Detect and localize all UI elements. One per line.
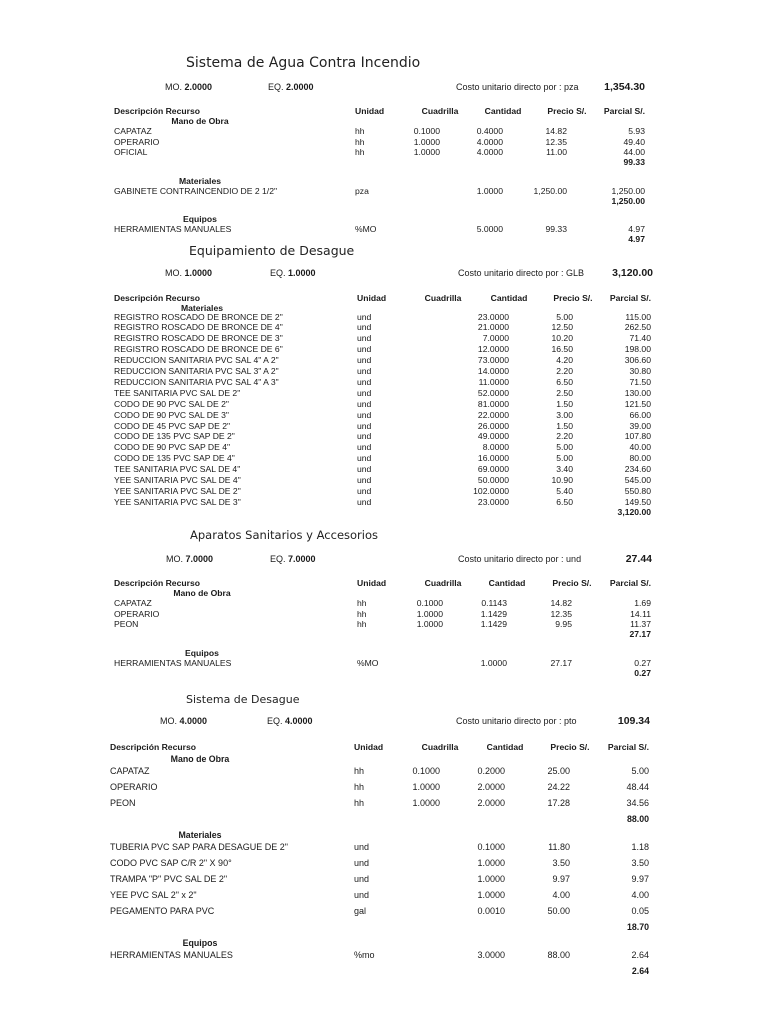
- cell-parcial: 5.00: [631, 766, 649, 776]
- eq-field: [270, 554, 316, 564]
- column-header: Cantidad: [490, 293, 528, 303]
- section-title: Sistema de Desague: [186, 693, 300, 706]
- cell-description: HERRAMIENTAS MANUALES: [110, 950, 233, 960]
- group-heading: Equipos: [183, 214, 217, 224]
- cell-unit: und: [357, 409, 372, 420]
- cell-description: YEE SANITARIA PVC SAL DE 4": [114, 475, 241, 485]
- mo-field: [166, 554, 213, 564]
- mo-field: [165, 82, 212, 92]
- cell-cantidad: 52.0000: [477, 387, 509, 398]
- cell-precio: 16.50: [551, 344, 573, 355]
- cell-cuadrilla: 0.1000: [412, 766, 440, 776]
- cell-parcial: 9.97: [631, 874, 649, 884]
- cell-unit: und: [357, 475, 372, 485]
- column-header: Cuadrilla: [424, 578, 462, 588]
- cell-description: REDUCCION SANITARIA PVC SAL 4" A 2": [114, 355, 279, 366]
- cell-cantidad: 0.2000: [477, 766, 505, 776]
- eq-label: EQ.: [268, 82, 284, 92]
- cell-precio: 1.50: [556, 420, 573, 431]
- cell-description: REGISTRO ROSCADO DE BRONCE DE 4": [114, 322, 283, 333]
- cell-cantidad: 1.0000: [477, 858, 505, 868]
- cell-description: YEE SANITARIA PVC SAL DE 2": [114, 485, 241, 496]
- cell-parcial: 5.93: [628, 126, 645, 136]
- cell-unit: hh: [354, 782, 365, 792]
- cell-precio: 1,250.00: [533, 185, 567, 196]
- cell-cantidad: 22.0000: [477, 409, 509, 420]
- cell-cantidad: 23.0000: [477, 311, 509, 322]
- cell-cantidad: 69.0000: [477, 464, 509, 475]
- cell-description: REGISTRO ROSCADO DE BRONCE DE 3": [114, 333, 283, 344]
- group-subtotal: 3,120.00: [617, 507, 651, 518]
- cell-cantidad: 81.0000: [477, 398, 509, 409]
- cell-unit: hh: [357, 598, 367, 608]
- cell-unit: %MO: [355, 224, 377, 234]
- cell-cantidad: 11.0000: [478, 376, 509, 387]
- cell-description: TEE SANITARIA PVC SAL DE 4": [114, 464, 241, 475]
- column-header: Parcial S/.: [609, 578, 651, 588]
- cell-cantidad: 7.0000: [482, 333, 509, 344]
- cell-description: TRAMPA "P" PVC SAL DE 2": [110, 874, 228, 884]
- group-heading: Materiales: [178, 830, 222, 840]
- cell-description: CODO DE 90 PVC SAP DE 4": [114, 442, 231, 453]
- column-header: Unidad: [354, 742, 384, 752]
- cell-parcial: 11.37: [630, 619, 651, 629]
- cell-parcial: 66.00: [629, 409, 651, 420]
- cell-parcial: 0.27: [634, 657, 651, 668]
- column-header: Cuadrilla: [421, 742, 459, 752]
- cell-description: OPERARIO: [110, 782, 158, 792]
- group-heading: Materiales: [180, 303, 224, 313]
- cell-unit: %mo: [354, 950, 375, 960]
- cell-description: OFICIAL: [114, 147, 148, 157]
- eq-field: [267, 716, 313, 726]
- section-title: Equipamiento de Desague: [189, 243, 355, 258]
- cell-unit: und: [357, 431, 372, 442]
- cell-cuadrilla: 1.0000: [413, 147, 440, 157]
- cell-cuadrilla: 1.0000: [412, 798, 440, 808]
- group-subtotal: 0.27: [634, 667, 651, 678]
- group-heading: Equipos: [182, 938, 218, 948]
- cell-unit: und: [357, 496, 372, 507]
- mo-label: MO.: [165, 82, 182, 92]
- cell-description: OPERARIO: [114, 136, 160, 147]
- cell-parcial: 107.80: [624, 431, 651, 442]
- mo-label: MO.: [160, 716, 177, 726]
- cell-cuadrilla: 0.1000: [413, 126, 440, 136]
- cell-unit: und: [357, 420, 372, 431]
- cell-parcial: 545.00: [624, 475, 651, 485]
- cell-cantidad: 5.0000: [476, 224, 503, 234]
- cell-precio: 4.00: [552, 890, 570, 900]
- cell-precio: 1.50: [556, 398, 573, 409]
- cell-parcial: 306.60: [624, 355, 651, 366]
- eq-value: 2.0000: [286, 82, 314, 92]
- cell-unit: und: [357, 344, 372, 355]
- cell-cuadrilla: 1.0000: [416, 608, 443, 619]
- cell-description: CODO DE 135 PVC SAP DE 2": [114, 431, 235, 442]
- cell-precio: 2.20: [556, 366, 573, 376]
- cell-parcial: 34.56: [626, 798, 649, 808]
- cell-cuadrilla: 0.1000: [416, 598, 443, 608]
- cell-precio: 5.40: [556, 485, 573, 496]
- cell-parcial: 71.40: [629, 333, 651, 344]
- cell-parcial: 4.97: [628, 224, 645, 234]
- cell-precio: 6.50: [556, 376, 573, 387]
- cell-parcial: 14.11: [630, 608, 651, 619]
- cell-precio: 5.00: [556, 453, 573, 464]
- column-header: Unidad: [357, 578, 387, 588]
- column-header: Parcial S/.: [603, 106, 645, 116]
- cell-description: OPERARIO: [114, 608, 160, 619]
- cell-cantidad: 0.4000: [476, 126, 503, 136]
- cell-parcial: 198.00: [624, 344, 651, 355]
- unit-cost-label: Costo unitario directo por : und: [458, 554, 582, 564]
- cell-unit: hh: [354, 798, 365, 808]
- group-subtotal: 27.17: [629, 629, 651, 639]
- cell-parcial: 234.60: [624, 464, 651, 475]
- column-header: Descripción Recurso: [110, 742, 196, 752]
- unit-cost-value: 109.34: [617, 715, 650, 727]
- column-header: Cantidad: [488, 578, 526, 588]
- cell-cantidad: 2.0000: [477, 782, 505, 792]
- group-heading: Mano de Obra: [173, 588, 231, 598]
- cell-precio: 14.82: [545, 126, 567, 136]
- cell-precio: 3.00: [556, 409, 573, 420]
- cell-unit: und: [357, 485, 372, 496]
- mo-value: 7.0000: [185, 554, 214, 564]
- cell-cantidad: 14.0000: [477, 366, 509, 376]
- cell-parcial: 1.69: [634, 598, 651, 608]
- cell-description: GABINETE CONTRAINCENDIO DE 2 1/2": [114, 185, 278, 196]
- cell-cuadrilla: 1.0000: [413, 136, 440, 147]
- cell-description: REGISTRO ROSCADO DE BRONCE DE 2": [114, 311, 283, 322]
- group-subtotal: 88.00: [626, 813, 649, 824]
- cell-cantidad: 2.0000: [477, 798, 505, 808]
- cell-precio: 50.00: [547, 906, 570, 916]
- cell-precio: 11.00: [546, 147, 567, 157]
- unit-cost-label: Costo unitario directo por : GLB: [458, 268, 585, 278]
- eq-label: EQ.: [267, 716, 283, 726]
- column-header: Descripción Recurso: [114, 293, 200, 303]
- cell-description: CODO DE 90 PVC SAL DE 2": [114, 398, 229, 409]
- cell-description: CAPATAZ: [110, 766, 150, 776]
- cell-precio: 2.50: [556, 387, 573, 398]
- group-subtotal: 18.70: [626, 921, 649, 932]
- cell-unit: und: [357, 398, 372, 409]
- cell-unit: und: [357, 355, 372, 366]
- cell-parcial: 3.50: [631, 858, 649, 868]
- cell-cantidad: 16.0000: [477, 453, 509, 464]
- cell-unit: hh: [357, 608, 367, 619]
- eq-value: 4.0000: [285, 716, 313, 726]
- cell-parcial: 130.00: [624, 387, 651, 398]
- cell-precio: 88.00: [547, 950, 570, 960]
- cell-precio: 9.95: [555, 619, 572, 629]
- mo-value: 2.0000: [184, 82, 213, 92]
- column-header: Precio S/.: [552, 578, 592, 588]
- cell-precio: 5.00: [556, 311, 573, 322]
- cell-parcial: 149.50: [624, 496, 651, 507]
- cell-cantidad: 4.0000: [476, 136, 503, 147]
- cell-precio: 12.35: [550, 608, 572, 619]
- column-header: Cantidad: [486, 742, 524, 752]
- cell-description: PEGAMENTO PARA PVC: [110, 906, 215, 916]
- cell-unit: und: [354, 858, 370, 868]
- cell-parcial: 44.00: [623, 147, 645, 157]
- cell-description: REGISTRO ROSCADO DE BRONCE DE 6": [114, 344, 283, 355]
- cell-unit: und: [357, 387, 372, 398]
- cell-precio: 27.17: [550, 657, 572, 668]
- column-header: Cuadrilla: [421, 106, 459, 116]
- cell-precio: 5.00: [556, 442, 573, 453]
- group-subtotal: 2.64: [631, 965, 649, 976]
- mo-label: MO.: [166, 554, 183, 564]
- cell-unit: und: [357, 464, 372, 475]
- unit-cost-value: 1,354.30: [604, 81, 645, 93]
- column-header: Precio S/.: [553, 293, 593, 303]
- cell-description: PEON: [110, 798, 136, 808]
- cell-parcial: 262.50: [624, 322, 651, 333]
- cell-description: CODO DE 90 PVC SAL DE 3": [114, 409, 229, 420]
- column-header: Cuadrilla: [424, 293, 462, 303]
- cell-description: CAPATAZ: [114, 126, 152, 136]
- eq-label: EQ.: [270, 554, 286, 564]
- cell-cuadrilla: 1.0000: [412, 782, 440, 792]
- eq-value: 1.0000: [288, 268, 316, 278]
- mo-value: 4.0000: [179, 716, 208, 726]
- unit-cost-value: 27.44: [625, 553, 652, 565]
- cell-cantidad: 1.1429: [480, 608, 507, 619]
- cell-cantidad: 50.0000: [477, 475, 509, 485]
- cell-cantidad: 73.0000: [477, 355, 509, 366]
- column-header: Parcial S/.: [607, 742, 649, 752]
- group-heading: Mano de Obra: [171, 116, 229, 126]
- column-header: Unidad: [355, 106, 385, 116]
- cell-cantidad: 1.0000: [480, 657, 507, 668]
- eq-field: [268, 82, 314, 92]
- cell-cantidad: 12.0000: [477, 344, 509, 355]
- group-heading: Materiales: [178, 175, 222, 186]
- group-subtotal: 4.97: [628, 234, 645, 244]
- cell-description: REDUCCION SANITARIA PVC SAL 4" A 3": [114, 376, 279, 387]
- cell-description: CAPATAZ: [114, 598, 152, 608]
- cell-precio: 4.20: [556, 355, 573, 366]
- cell-parcial: 121.50: [624, 398, 651, 409]
- cell-precio: 14.82: [550, 598, 572, 608]
- mo-field: [160, 716, 207, 726]
- cell-unit: gal: [354, 906, 367, 916]
- cell-precio: 11.80: [548, 842, 570, 852]
- cell-parcial: 49.40: [623, 136, 645, 147]
- cell-parcial: 40.00: [629, 442, 651, 453]
- cell-parcial: 80.00: [629, 453, 651, 464]
- cell-unit: und: [354, 842, 370, 852]
- cell-parcial: 0.05: [631, 906, 649, 916]
- cell-cantidad: 49.0000: [477, 431, 509, 442]
- eq-value: 7.0000: [288, 554, 316, 564]
- cell-unit: und: [357, 453, 372, 464]
- cell-unit: und: [357, 311, 372, 322]
- cell-description: CODO PVC SAP C/R 2" X 90°: [110, 858, 232, 868]
- cell-description: HERRAMIENTAS MANUALES: [114, 224, 232, 234]
- cell-precio: 9.97: [552, 874, 570, 884]
- cell-description: YEE PVC SAL 2" x 2": [110, 890, 197, 900]
- cell-precio: 99.33: [545, 224, 567, 234]
- cell-parcial: 1,250.00: [611, 185, 645, 196]
- cell-cantidad: 26.0000: [477, 420, 509, 431]
- cell-parcial: 48.44: [626, 782, 649, 792]
- group-subtotal: 99.33: [623, 157, 645, 167]
- cell-precio: 24.22: [547, 782, 570, 792]
- cell-precio: 3.40: [556, 464, 573, 475]
- section-title: Sistema de Agua Contra Incendio: [186, 55, 421, 71]
- group-subtotal: 1,250.00: [611, 195, 645, 206]
- cell-parcial: 550.80: [624, 485, 651, 496]
- cell-cantidad: 0.1000: [477, 842, 505, 852]
- cell-unit: und: [357, 366, 372, 376]
- cell-precio: 17.28: [547, 798, 570, 808]
- cell-unit: hh: [357, 619, 367, 629]
- cell-precio: 12.35: [545, 136, 567, 147]
- cell-description: PEON: [114, 619, 139, 629]
- cell-precio: 2.20: [556, 431, 573, 442]
- cell-unit: hh: [355, 136, 365, 147]
- column-header: Cantidad: [484, 106, 522, 116]
- cell-unit: und: [357, 376, 372, 387]
- mo-field: [165, 268, 212, 278]
- cell-cantidad: 21.0000: [477, 322, 509, 333]
- cell-cantidad: 1.0000: [477, 874, 505, 884]
- cell-parcial: 71.50: [629, 376, 651, 387]
- cell-precio: 25.00: [547, 766, 570, 776]
- eq-label: EQ.: [270, 268, 286, 278]
- unit-cost-label: Costo unitario directo por : pto: [456, 716, 577, 726]
- cell-cantidad: 23.0000: [477, 496, 509, 507]
- cell-unit: %MO: [357, 657, 379, 668]
- cell-precio: 10.20: [551, 333, 573, 344]
- cell-cantidad: 3.0000: [477, 950, 505, 960]
- cell-parcial: 39.00: [629, 420, 651, 431]
- column-header: Precio S/.: [547, 106, 587, 116]
- cell-unit: und: [357, 333, 372, 344]
- cell-precio: 12.50: [551, 322, 573, 333]
- column-header: Parcial S/.: [609, 293, 651, 303]
- cell-parcial: 1.18: [631, 842, 649, 852]
- cell-parcial: 4.00: [631, 890, 649, 900]
- cell-description: YEE SANITARIA PVC SAL DE 3": [114, 496, 241, 507]
- cell-cantidad: 102.0000: [473, 485, 509, 496]
- cell-unit: hh: [354, 766, 365, 776]
- eq-field: [270, 268, 316, 278]
- cell-description: TUBERIA PVC SAP PARA DESAGUE DE 2": [110, 842, 288, 852]
- cell-cantidad: 0.1143: [481, 598, 507, 608]
- cell-unit: und: [357, 322, 372, 333]
- cell-cantidad: 4.0000: [476, 147, 503, 157]
- cell-description: HERRAMIENTAS MANUALES: [114, 657, 232, 668]
- mo-label: MO.: [165, 268, 182, 278]
- column-header: Precio S/.: [550, 742, 590, 752]
- section-title: Aparatos Sanitarios y Accesorios: [190, 528, 378, 542]
- cell-cuadrilla: 1.0000: [416, 619, 443, 629]
- cell-precio: 6.50: [556, 496, 573, 507]
- cell-parcial: 115.00: [625, 311, 651, 322]
- cell-unit: hh: [355, 126, 365, 136]
- cell-cantidad: 1.0000: [477, 890, 505, 900]
- unit-cost-value: 3,120.00: [612, 267, 653, 279]
- column-header: Descripción Recurso: [114, 578, 200, 588]
- cell-description: CODO DE 45 PVC SAP DE 2": [114, 420, 231, 431]
- group-heading: Equipos: [185, 647, 219, 658]
- mo-value: 1.0000: [184, 268, 213, 278]
- cell-description: TEE SANITARIA PVC SAL DE 2": [114, 387, 241, 398]
- cell-cantidad: 1.0000: [476, 185, 503, 196]
- cell-precio: 3.50: [552, 858, 570, 868]
- cell-unit: und: [357, 442, 372, 453]
- cell-description: REDUCCION SANITARIA PVC SAL 3" A 2": [114, 366, 279, 376]
- cell-unit: und: [354, 874, 370, 884]
- cell-unit: und: [354, 890, 370, 900]
- unit-cost-label: Costo unitario directo por : pza: [456, 82, 579, 92]
- column-header: Unidad: [357, 293, 387, 303]
- column-header: Descripción Recurso: [114, 106, 200, 116]
- cell-parcial: 2.64: [631, 950, 649, 960]
- cell-description: CODO DE 135 PVC SAP DE 4": [114, 453, 235, 464]
- cell-cantidad: 0.0010: [477, 906, 505, 916]
- cell-unit: pza: [355, 185, 369, 196]
- cell-cantidad: 1.1429: [480, 619, 507, 629]
- cell-parcial: 30.80: [629, 366, 651, 376]
- group-heading: Mano de Obra: [170, 754, 230, 764]
- cell-unit: hh: [355, 147, 365, 157]
- cell-cantidad: 8.0000: [482, 442, 509, 453]
- cell-precio: 10.90: [551, 475, 573, 485]
